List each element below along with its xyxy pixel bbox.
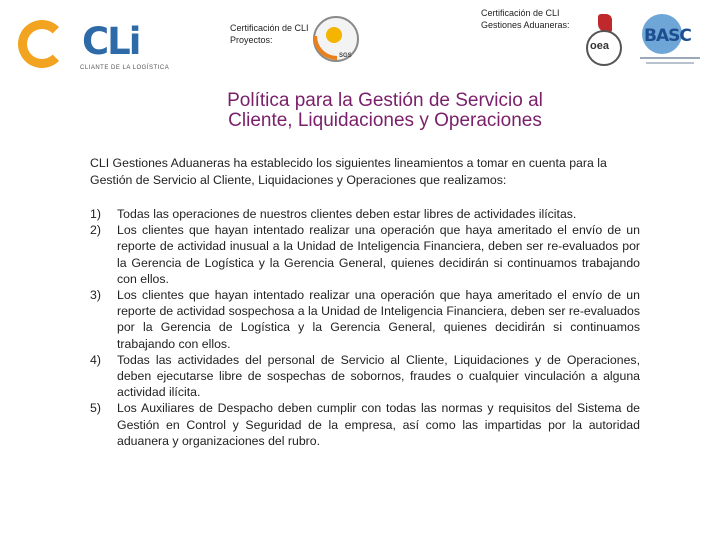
cli-logo-tagline: CLIANTE DE LA LOGÍSTICA bbox=[80, 65, 170, 71]
list-item bbox=[90, 352, 640, 401]
basc-logo-text: BASC bbox=[644, 26, 691, 46]
list-item-text: Todas las actividades del personal de Servicio al Cliente, Liquidaciones y de Operaciones, deben ejecutarse libre de sospechas de sobornos, fraudes o cualquier vinculación a alguna actividad ilícita. bbox=[117, 352, 640, 400]
list-item bbox=[90, 287, 640, 352]
sgs-certification-seal-icon bbox=[313, 16, 361, 64]
oea-peru-seal-icon bbox=[584, 14, 626, 66]
list-item-number: 2) bbox=[90, 223, 101, 238]
list-item-number: 4) bbox=[90, 352, 101, 367]
basc-logo bbox=[640, 14, 700, 69]
certification-customs-label: Certificación de CLI Gestiones Aduaneras: bbox=[481, 8, 570, 30]
policy-list bbox=[90, 206, 640, 449]
page-title bbox=[175, 91, 595, 131]
list-item-text: Los clientes que hayan intentado realizar una operación que haya ameritado el envío de un reporte de actividad sospechosa a la Unidad de Inteligencia Financiera, deben ser re-evaluados por la Gerencia de Logística y la Gerencia General, quienes decidirán si continuamos trabajando con ellos. bbox=[117, 288, 640, 351]
list-item bbox=[90, 222, 640, 287]
intro-paragraph: CLI Gestiones Aduaneras ha establecido los siguientes lineamientos a tomar en cuenta para la Gestión de Servicio al Cliente, Liquidaciones y Operaciones que realizamos: bbox=[90, 156, 607, 187]
list-item-text: Los clientes que hayan intentado realizar una operación que haya ameritado el envío de un reporte de actividad inusual a la Unidad de Inteligencia Financiera, deben ser re-evaluados por la Gerencia de Logística y la Gerencia General, quienes decidirán si continuamos trabajando con ellos. bbox=[117, 223, 640, 286]
list-item-number: 3) bbox=[90, 288, 101, 303]
page-title-line-2: Cliente, Liquidaciones y Operaciones bbox=[228, 110, 542, 131]
page-title-line-1: Política para la Gestión de Servicio al bbox=[227, 90, 543, 111]
list-item-text: Los Auxiliares de Despacho deben cumplir con todas las normas y requisitos del Sistema de Gestión en Control y Seguridad de la empresa, así como las impartidas por la autoridad aduanera y organizaciones del rubro. bbox=[117, 401, 640, 448]
cli-logo bbox=[12, 14, 170, 76]
list-item-number: 5) bbox=[90, 401, 101, 416]
oea-seal-text: oea bbox=[590, 40, 609, 52]
list-item bbox=[90, 206, 640, 222]
list-item-number: 1) bbox=[90, 207, 101, 221]
cli-logo-word: CLi bbox=[82, 20, 140, 63]
list-item-text: Todas las operaciones de nuestros clientes deben estar libres de actividades ilícitas. bbox=[117, 207, 577, 221]
cli-logo-ring-icon bbox=[18, 20, 66, 68]
certification-projects-label: Certificación de CLI Proyectos: bbox=[230, 23, 309, 45]
check-icon bbox=[326, 27, 342, 43]
list-item bbox=[90, 400, 640, 449]
sgs-seal-text: SGS bbox=[339, 53, 352, 59]
